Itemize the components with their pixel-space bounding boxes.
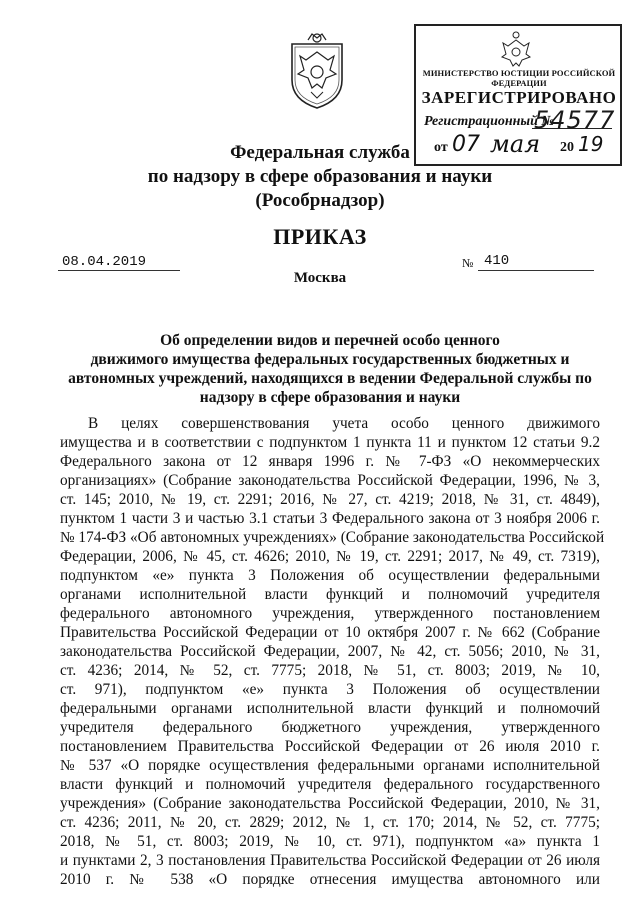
body-line: 2018, № 51, ст. 8003; 2019, № 10, ст. 971), подпунктом «а» пункта 1 (60, 833, 600, 850)
stamp-regnum-label: Регистрационный № (424, 114, 555, 129)
stamp-regnum-value: 54577 (534, 106, 616, 134)
body-line: № 174-ФЗ «Об автономных учреждениях» (Собрание законодательства Российской (60, 529, 605, 546)
order-title-line-2: движимого имущества федеральных государственных бюджетных и (90, 351, 570, 368)
order-number: 410 (484, 253, 510, 269)
body-line: Правительства Российской Федерации от 10 октября 2007 г. № 662 (Собрание (60, 624, 600, 641)
order-date: 08.04.2019 (62, 254, 147, 270)
order-title-line-1: Об определении видов и перечней особо ценного (160, 332, 500, 349)
body-line: № 537 «О порядке осуществления федеральными органами исполнительной (60, 757, 600, 774)
stamp-regnum-underline (532, 128, 612, 129)
body-line: пунктом 1 части 3 и частью 3.1 статьи 3 Федерального закона от 3 ноября 2006 г. (60, 510, 600, 527)
body-line: Федерального закона от 12 января 1996 г. № 7-ФЗ «О некоммерческих (60, 453, 600, 470)
body-line: и пунктами 2, 3 постановления Правительства Российской Федерации от 26 июля (60, 852, 600, 869)
number-sign: № (462, 256, 474, 270)
body-line: 2010 г. № 538 «О порядке отнесения имущества автономного или (60, 871, 600, 888)
body-line: федерального автономного учреждения, утвержденного постановлением (60, 605, 600, 622)
body-line: ст. 4236; 2014, № 52, ст. 7775; 2018, № 51, ст. 8003; 2019, № 10, (60, 662, 600, 679)
body-line: организациях» (Собрание законодательства Российской Федерации, 1996, № 3, (60, 472, 600, 489)
document-type: ПРИКАЗ (273, 224, 367, 249)
agency-name-line-3: (Рособрнадзор) (255, 190, 385, 211)
body-line: В целях совершенствования учета особо ценного движимого (88, 415, 600, 432)
agency-name-line-2: по надзору в сфере образования и науки (147, 166, 493, 187)
body-line: ст. 4236; 2011, № 20, ст. 2829; 2012, № 1, ст. 170; 2014, № 52, ст. 7775; (60, 814, 600, 831)
order-title-line-3: автономных учреждений, находящихся в ведении Федеральной службы по (68, 370, 592, 387)
body-line: ст. 145; 2010, № 19, ст. 2291; 2016, № 27, ст. 4219; 2018, № 31, ст. 4849), (60, 491, 600, 508)
body-line: власти функций и полномочий учредителя федерального государственного (60, 776, 600, 793)
stamp-registered-text: ЗАРЕГИСТРИРОВАНО (421, 88, 617, 107)
stamp-month: мая (490, 130, 541, 158)
body-line: федеральными органами исполнительной власти функций и полномочий (60, 700, 600, 717)
date-underline (58, 270, 180, 271)
body-line: учредителя федерального бюджетного учреждения, утвержденного (60, 719, 600, 736)
city-name: Москва (293, 270, 347, 286)
stamp-year-prefix: 20 (560, 140, 574, 155)
stamp-emblem-icon (498, 30, 534, 68)
body-line: подпунктом «е» пункта 3 Положения об осуществлении федеральными (60, 567, 600, 584)
stamp-year-handwritten: 19 (578, 132, 604, 156)
agency-name-line-1: Федеральная служба (230, 142, 410, 163)
stamp-from-label: от (434, 140, 448, 155)
body-line: Федерации, 2006, № 45, ст. 4626; 2010, № 19, ст. 2291; 2017, № 49, ст. 7319), (60, 548, 600, 565)
body-line: имущества и в соответствии с подпунктом 1 пункта 11 и пунктом 12 статьи 9.2 (60, 434, 600, 451)
number-underline (478, 270, 594, 271)
stamp-day: 07 (452, 132, 480, 157)
body-line: органами исполнительной власти функций и полномочий учредителя (60, 586, 600, 603)
body-line: ст. 971), подпунктом «е» пункта 3 Положения об осуществлении (60, 681, 600, 698)
stamp-ministry-text: МИНИСТЕРСТВО ЮСТИЦИИ РОССИЙСКОЙ ФЕДЕРАЦИИ (422, 68, 616, 88)
coat-of-arms-icon (286, 30, 348, 112)
order-title-line-4: надзору в сфере образования и науки (199, 389, 461, 406)
body-line: постановлением Правительства Российской Федерации от 26 июля 2010 г. (60, 738, 600, 755)
body-line: учреждения» (Собрание законодательства Российской Федерации, 2010, № 31, (60, 795, 600, 812)
body-line: законодательства Российской Федерации, 2007, № 42, ст. 5056; 2010, № 31, (60, 643, 600, 660)
